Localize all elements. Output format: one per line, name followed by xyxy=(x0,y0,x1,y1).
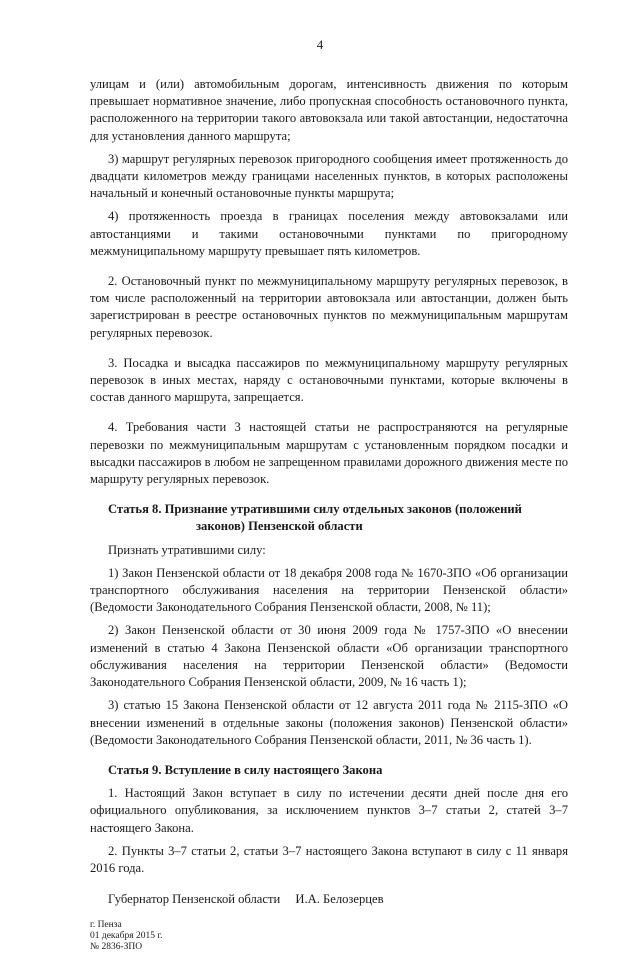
page-number: 4 xyxy=(316,37,324,52)
paragraph: 4. Требования части 3 настоящей статьи не распространяются на регулярные перевозки по межмуниципальным маршрутам с установленным порядком посадки и высадки пассажиров в любом не запрещенном правилами дорожного движения месте по маршруту регулярных перевозок. xyxy=(90,420,568,487)
article-8-item: 2) Закон Пензенской области от 30 июня 2009 года № 1757-ЗПО «О внесении изменений в статью 4 Закона Пензенской области «Об организации транспортного обслуживания населения на территории Пензенской области» (Ведомости Законодательного Собрания Пензенской области, 2009, № 16 часть 1); xyxy=(90,623,568,690)
meta-city: г. Пенза xyxy=(90,920,122,931)
meta-number: № 2836-ЗПО xyxy=(90,942,143,953)
article-9-item: 2. Пункты 3–7 статьи 2, статьи 3–7 настоящего Закона вступают в силу с 11 января 2016 года. xyxy=(90,843,568,875)
document-meta xyxy=(90,920,568,953)
signature-block xyxy=(108,891,568,908)
article-8-item: 3) статью 15 Закона Пензенской области от 12 августа 2011 года № 2115-ЗПО «О внесении изменений в отдельные законы (положения законов) Пензенской области» (Ведомости Законодательного Собрания Пензенской области, 2011, № 36 часть 1). xyxy=(90,698,568,747)
article-8-item: 1) Закон Пензенской области от 18 декабря 2008 года № 1670-ЗПО «Об организации транспортного обслуживания населения на территории Пензенской области» (Ведомости Законодательного Собрания Пензенской области, 2008, № 11); xyxy=(90,565,568,615)
paragraph: улицам и (или) автомобильным дорогам, интенсивность движения по которым превышает нормативное значение, либо пропускная способность остановочного пункта, расположенного на территории такого автовокзала или такой автостанции, недостаточна для установления данного маршрута; xyxy=(90,77,568,143)
paragraph: 2. Остановочный пункт по межмуниципальному маршруту регулярных перевозок, в том числе расположенный на территории автовокзала или автостанции, должен быть зарегистрирован в реестре остановочных пунктов по межмуниципальным маршрутам регулярных перевозок. xyxy=(90,274,568,340)
signature-name: И.А. Белозерцев xyxy=(295,892,384,907)
signature-position: Губернатор Пензенской области xyxy=(108,892,281,907)
paragraph: 3) маршрут регулярных перевозок пригородного сообщения имеет протяженность до двадцати километров между границами населенных пунктов, в которых расположены начальный и конечный остановочные пункты маршрута; xyxy=(90,151,568,201)
article-8-heading-line2: законов) Пензенской области xyxy=(196,519,363,534)
paragraph: 3. Посадка и высадка пассажиров по межмуниципальному маршруту регулярных перевозок в иных местах, наряду с остановочными пунктами, которые включены в состав данного маршрута, запрещается. xyxy=(90,355,568,405)
article-8-intro: Признать утратившими силу: xyxy=(108,542,266,557)
article-8-heading xyxy=(90,501,568,535)
document-body xyxy=(90,76,568,953)
article-9-item: 1. Настоящий Закон вступает в силу по истечении десяти дней после дня его официального опубликования, за исключением пунктов 3–7 статьи 2, статей 3–7 настоящего Закона. xyxy=(90,786,568,835)
article-8-heading-line1: Статья 8. Признание утратившими силу отдельных законов (положений xyxy=(108,502,522,517)
article-9-heading: Статья 9. Вступление в силу настоящего Закона xyxy=(108,762,383,777)
meta-date: 01 декабря 2015 г. xyxy=(90,931,163,942)
paragraph: 4) протяженность проезда в границах поселения между автовокзалами или автостанциями и такими остановочными пунктами по пригородному межмуниципальному маршруту превышает пять километров. xyxy=(90,209,568,258)
